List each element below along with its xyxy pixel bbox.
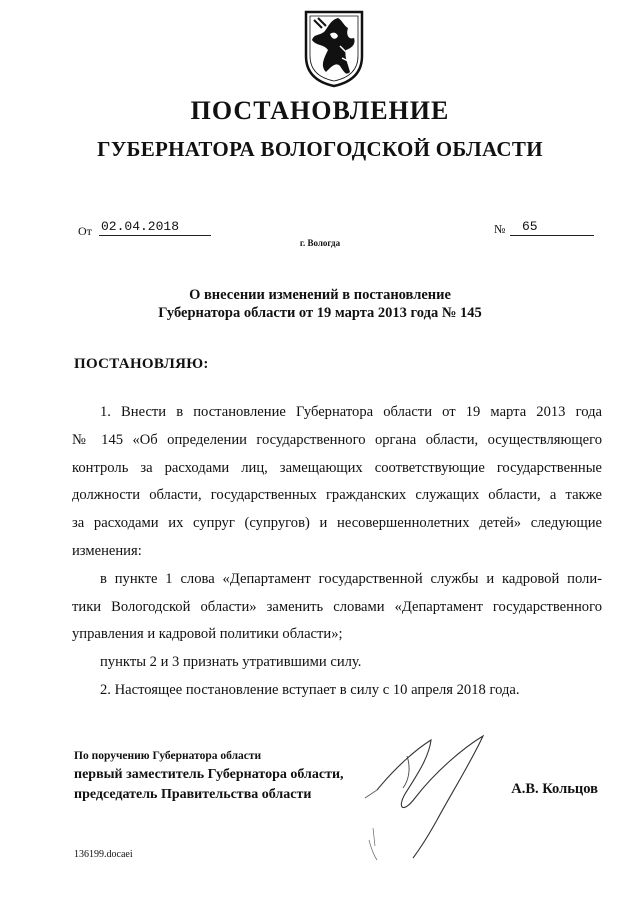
document-title: ПОСТАНОВЛЕНИЕ [190, 96, 450, 125]
signer-name: А.В. Кольцов [511, 781, 598, 797]
document-issuer: ГУБЕРНАТОРА ВОЛОГОДСКОЙ ОБЛАСТИ [97, 137, 543, 161]
document-subject [0, 286, 640, 322]
document-reference: 136199.docaei [74, 849, 133, 860]
decree-word: ПОСТАНОВЛЯЮ: [74, 356, 209, 372]
handwritten-signature-icon [355, 728, 505, 868]
signatory-authority: По поручению Губернатора области [74, 750, 262, 762]
signatory-position: председатель Правительства области [74, 787, 312, 802]
subject-line: Губернатора области от 19 марта 2013 года № 145 [158, 305, 482, 321]
body-line: в пункте 1 слова «Департамент государственной службы и кадровой поли- [100, 570, 602, 587]
body-line: контроль за расходами лиц, замещающих соответствующие государственные [72, 459, 602, 476]
vologda-coat-of-arms-icon [300, 6, 368, 90]
body-line: 2. Настоящее постановление вступает в силу с 10 апреля 2018 года. [100, 681, 520, 698]
body-line: должности области, государственных гражданских служащих области, а также [72, 487, 602, 504]
body-line: 1. Внести в постановление Губернатора области от 19 марта 2013 года [100, 404, 602, 420]
signatory-position: первый заместитель Губернатора области, [74, 767, 344, 782]
body-line: тики Вологодской области» заменить словами «Департамент государственного [72, 598, 602, 615]
body-line: за расходами их супруг (супругов) и несовершеннолетних детей» следующие [72, 515, 602, 532]
number-prefix: № [494, 222, 506, 236]
signature-block [74, 748, 394, 805]
body-line: изменения: [72, 542, 142, 559]
date-prefix: От [78, 224, 92, 238]
document-number: 65 [510, 218, 594, 236]
body-line: № 145 «Об определении государственного органа области, осуществляющего [72, 431, 602, 448]
body-line: управления и кадровой политики области»; [72, 626, 343, 643]
document-date: 02.04.2018 [99, 218, 211, 236]
body-line: пункты 2 и 3 признать утратившими силу. [100, 654, 362, 671]
subject-line: О внесении изменений в постановление [189, 287, 451, 303]
document-body [72, 399, 602, 705]
city-label: г. Вологда [299, 238, 341, 248]
